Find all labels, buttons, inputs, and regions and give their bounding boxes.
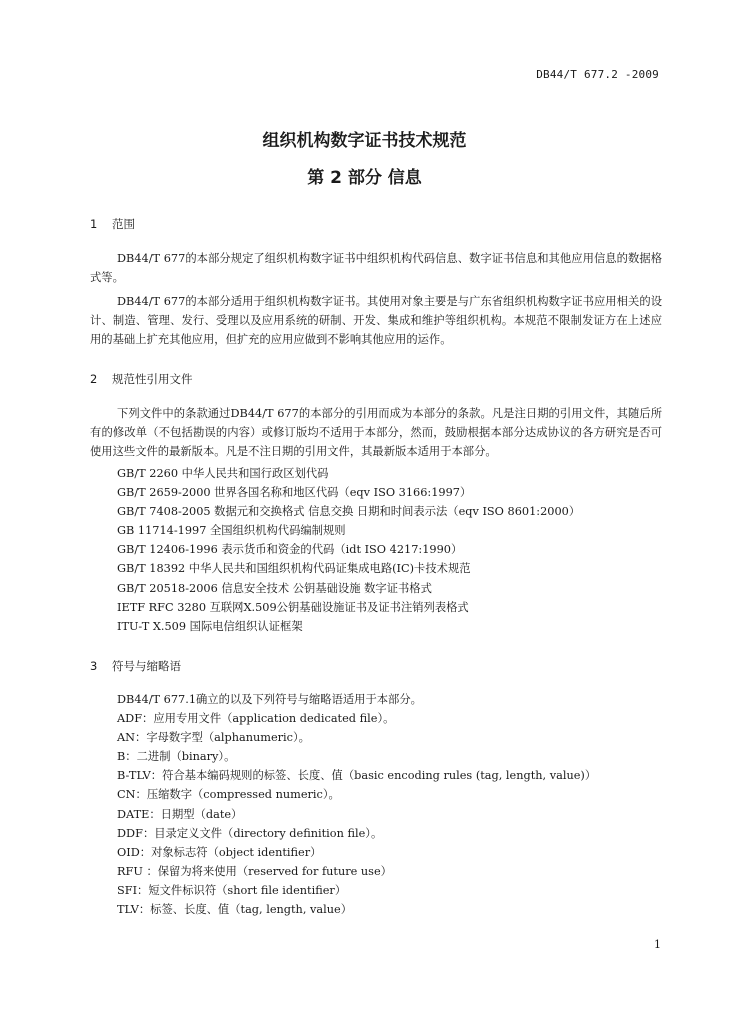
abbreviation-item: ADF：应用专用文件（application dedicated file）。 — [117, 712, 395, 726]
abbreviation-list — [117, 690, 596, 919]
section-number: 1 — [90, 217, 98, 231]
document-title: 组织机构数字证书技术规范 — [262, 131, 467, 151]
reference-item: GB/T 20518-2006 信息安全技术 公钥基础设施 数字证书格式 — [117, 581, 432, 595]
abbreviation-item: B：二进制（binary）。 — [117, 750, 236, 764]
section-1-paragraph-1: DB44/T 677的本部分规定了组织机构数字证书中组织机构代码信息、数字证书信息和其他应用信息的数据格式等。 — [90, 252, 662, 284]
section-title: 规范性引用文件 — [112, 372, 193, 386]
reference-item: ITU-T X.509 国际电信组织认证框架 — [117, 619, 303, 633]
reference-item: GB/T 7408-2005 数据元和交换格式 信息交换 日期和时间表示法（eqv ISO 8601:2000） — [117, 505, 581, 519]
reference-item: GB/T 18392 中华人民共和国组织机构代码证集成电路(IC)卡技术规范 — [117, 562, 471, 576]
section-3-heading — [90, 658, 181, 674]
abbreviation-item: DATE：日期型（date） — [117, 807, 243, 821]
document-code: DB44/T 677.2 -2009 — [536, 68, 659, 81]
page-number: 1 — [654, 938, 661, 951]
abbreviation-item: SFI：短文件标识符（short file identifier） — [117, 883, 347, 897]
abbreviation-item: OID：对象标志符（object identifier） — [117, 845, 322, 859]
reference-item: GB/T 2260 中华人民共和国行政区划代码 — [117, 467, 329, 480]
abbreviation-intro: DB44/T 677.1确立的以及下列符号与缩略语适用于本部分。 — [117, 693, 422, 706]
reference-item: GB/T 2659-2000 世界各国名称和地区代码（eqv ISO 3166:1997） — [117, 486, 472, 500]
abbreviation-item: TLV：标签、长度、值（tag, length, value） — [117, 903, 353, 917]
section-number: 3 — [90, 659, 98, 673]
section-1-paragraph-2: DB44/T 677的本部分适用于组织机构数字证书。其使用对象主要是与广东省组织机构数字证书应用相关的设计、制造、管理、发行、受理以及应用系统的研制、开发、集成和维护等组织机构。本规范不限制发证方在上述应用的基础上扩充其他应用，但扩充的应用应做到不影响其他应用的运作。 — [90, 295, 662, 346]
document-subtitle: 第 2 部分 信息 — [307, 168, 422, 188]
reference-item: GB 11714-1997 全国组织机构代码编制规则 — [117, 524, 346, 538]
abbreviation-item: RFU ：保留为将来使用（reserved for future use） — [117, 864, 392, 878]
abbreviation-item: AN：字母数字型（alphanumeric）。 — [117, 731, 310, 745]
section-2-heading — [90, 371, 193, 387]
reference-list — [117, 464, 580, 636]
section-number: 2 — [90, 372, 98, 386]
abbreviation-item: B-TLV：符合基本编码规则的标签、长度、值（basic encoding rules (tag, length, value)） — [117, 769, 597, 783]
reference-item: IETF RFC 3280 互联网X.509公钥基础设施证书及证书注销列表格式 — [117, 600, 469, 614]
reference-item: GB/T 12406-1996 表示货币和资金的代码（idt ISO 4217:1990） — [117, 543, 463, 557]
section-title: 范围 — [112, 217, 135, 231]
section-2-paragraph: 下列文件中的条款通过DB44/T 677的本部分的引用而成为本部分的条款。凡是注日期的引用文件，其随后所有的修改单（不包括勘误的内容）或修订版均不适用于本部分，然而，鼓励根据本部分达成协议的各方研究是否可使用这些文件的最新版本。凡是不注日期的引用文件，其最新版本适用于本部分。 — [90, 407, 662, 458]
section-1-heading — [90, 216, 135, 232]
abbreviation-item: DDF：目录定义文件（directory definition file）。 — [117, 826, 383, 840]
section-title: 符号与缩略语 — [112, 659, 181, 673]
abbreviation-item: CN：压缩数字（compressed numeric）。 — [117, 788, 340, 802]
